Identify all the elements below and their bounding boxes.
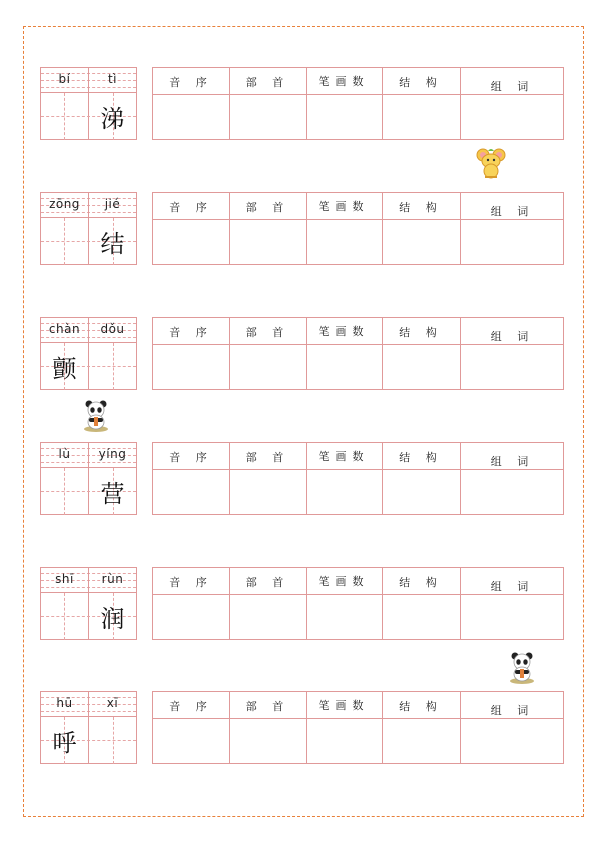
pinyin-label: hū [56, 696, 73, 710]
pinyin-label: tì [107, 72, 118, 86]
hanzi-character: 涕 [100, 105, 125, 133]
column-header: 部 首 [245, 201, 290, 214]
column-header: 音 序 [169, 700, 213, 713]
character-grid [40, 67, 137, 140]
worksheet-row [40, 442, 564, 516]
column-header: 音 序 [169, 451, 213, 464]
answer-cell[interactable] [306, 470, 382, 515]
answer-cell[interactable] [306, 719, 382, 764]
column-header: 部 首 [245, 451, 290, 464]
analysis-table [152, 567, 564, 640]
column-header: 组 词 [490, 704, 535, 717]
answer-cell[interactable] [382, 719, 460, 764]
hanzi-character: 颤 [52, 355, 77, 383]
column-header: 组 词 [490, 205, 535, 218]
pinyin-label: chàn [48, 322, 81, 336]
column-header: 笔画数 [318, 325, 370, 338]
analysis-table [152, 192, 564, 265]
answer-cell[interactable] [382, 595, 460, 640]
worksheet-row [40, 567, 564, 641]
pinyin-label: jié [104, 197, 121, 211]
pinyin-label: lù [58, 447, 71, 461]
answer-cell[interactable] [460, 470, 565, 515]
answer-cell[interactable] [460, 95, 565, 140]
answer-cell[interactable] [382, 95, 460, 140]
answer-cell[interactable] [460, 345, 565, 390]
analysis-table [152, 317, 564, 390]
character-grid [40, 317, 137, 390]
worksheet-row [40, 67, 564, 141]
column-header: 结 构 [399, 700, 443, 713]
column-header: 音 序 [169, 326, 213, 339]
answer-cell[interactable] [382, 220, 460, 265]
answer-cell[interactable] [382, 345, 460, 390]
column-header: 结 构 [399, 326, 443, 339]
analysis-table [152, 442, 564, 515]
column-header: 组 词 [490, 580, 535, 593]
answer-cell[interactable] [460, 719, 565, 764]
answer-cell[interactable] [153, 95, 229, 140]
hanzi-character: 呼 [52, 729, 77, 757]
answer-cell[interactable] [382, 470, 460, 515]
answer-cell[interactable] [306, 95, 382, 140]
character-grid [40, 442, 137, 515]
answer-cell[interactable] [153, 595, 229, 640]
hanzi-character: 营 [100, 480, 125, 508]
worksheet-row [40, 192, 564, 266]
pinyin-label: shī [55, 572, 74, 586]
answer-cell[interactable] [306, 345, 382, 390]
column-header: 部 首 [245, 576, 290, 589]
analysis-table [152, 67, 564, 140]
answer-cell[interactable] [229, 470, 306, 515]
answer-cell[interactable] [229, 95, 306, 140]
answer-cell[interactable] [229, 719, 306, 764]
character-grid [40, 691, 137, 764]
mouse-icon [476, 147, 506, 179]
column-header: 结 构 [399, 201, 443, 214]
column-header: 笔画数 [318, 450, 370, 463]
column-header: 结 构 [399, 76, 443, 89]
pinyin-label: zōng [49, 197, 80, 211]
answer-cell[interactable] [153, 719, 229, 764]
analysis-table [152, 691, 564, 764]
column-header: 笔画数 [318, 699, 370, 712]
answer-cell[interactable] [460, 220, 565, 265]
answer-cell[interactable] [306, 220, 382, 265]
column-header: 组 词 [490, 330, 535, 343]
answer-cell[interactable] [153, 470, 229, 515]
column-header: 部 首 [245, 76, 290, 89]
panda-icon [82, 399, 110, 433]
pinyin-label: bí [58, 72, 71, 86]
column-header: 笔画数 [318, 575, 370, 588]
worksheet-row [40, 317, 564, 391]
answer-cell[interactable] [229, 220, 306, 265]
column-header: 笔画数 [318, 75, 370, 88]
answer-cell[interactable] [229, 345, 306, 390]
character-grid [40, 567, 137, 640]
pinyin-label: dǒu [100, 322, 125, 336]
column-header: 组 词 [490, 455, 535, 468]
pinyin-label: yíng [98, 447, 127, 461]
column-header: 组 词 [490, 80, 535, 93]
hanzi-character: 润 [100, 605, 125, 633]
answer-cell[interactable] [460, 595, 565, 640]
answer-cell[interactable] [153, 220, 229, 265]
worksheet-row [40, 691, 564, 765]
answer-cell[interactable] [229, 595, 306, 640]
panda-icon [508, 651, 536, 685]
column-header: 音 序 [169, 576, 213, 589]
column-header: 部 首 [245, 700, 290, 713]
column-header: 音 序 [169, 201, 213, 214]
answer-cell[interactable] [306, 595, 382, 640]
column-header: 音 序 [169, 76, 213, 89]
character-grid [40, 192, 137, 265]
column-header: 结 构 [399, 576, 443, 589]
hanzi-character: 结 [100, 230, 125, 258]
pinyin-label: rùn [101, 572, 124, 586]
column-header: 笔画数 [318, 200, 370, 213]
answer-cell[interactable] [153, 345, 229, 390]
column-header: 部 首 [245, 326, 290, 339]
column-header: 结 构 [399, 451, 443, 464]
pinyin-label: xī [106, 696, 119, 710]
